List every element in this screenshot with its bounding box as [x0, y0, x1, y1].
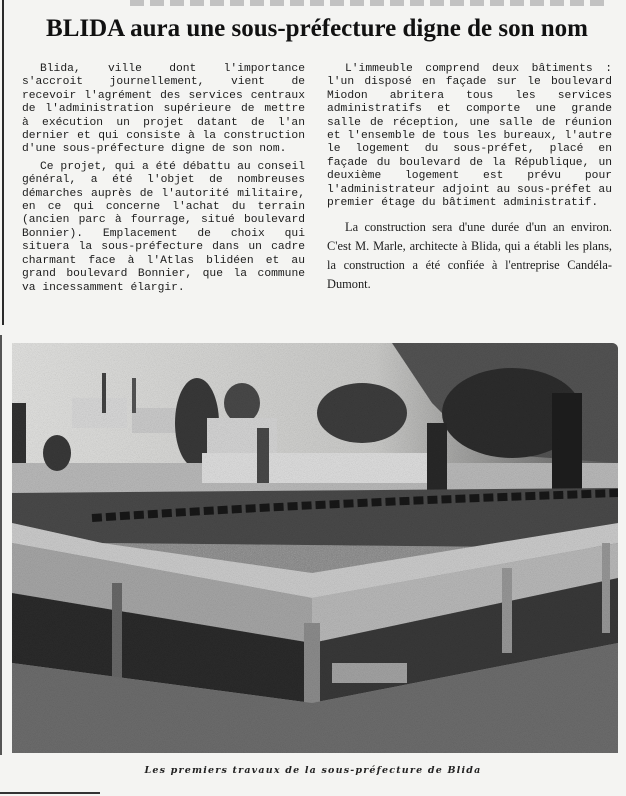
paragraph: La construction sera d'une durée d'un an environ. C'est M. Marle, architecte à Blida, qui a établi les plans, la construction a été confiée à l'entreprise Candéla-Dumont.: [327, 220, 612, 292]
right-column: [327, 63, 612, 298]
paragraph: Ce projet, qui a été débattu au conseil général, a été l'objet de nombreuses démarches auprès de l'autorité militaire, en ce qui concerne l'achat du terrain (ancien parc à fourrage, situé boulevard Bonnier). Emplacement de choix qui situera la sous-préfecture dans un cadre charmant face à l'Atlas blidéen et au grand boulevard Bonnier, que la commune va incessamment élargir.: [22, 160, 305, 294]
column-rule: [0, 335, 2, 755]
headline: BLIDA aura une sous-préfecture digne de son nom: [46, 15, 588, 42]
cut-off-previous-text: [130, 0, 610, 6]
paragraph: Blida, ville dont l'importance s'accroit journellement, vient de recevoir l'agrément des services centraux de l'administration supérieure de mettre à exécution un projet datant de l'an dernier et qui consiste à la construction d'une sous-préfecture digne de son nom.: [22, 63, 305, 156]
photo-caption: Les premiers travaux de la sous-préfecture de Blida: [144, 765, 482, 776]
column-rule: [2, 0, 4, 325]
paragraph: L'immeuble comprend deux bâtiments : l'un disposé en façade sur le boulevard Miodon abritera tous les services administratifs et comporte une grande salle de réception, une salle de réunion et l'ensemble de tous les bureaux, l'autre le logement du sous-préfet, placé en façade du boulevard de la République, un deuxième logement est prévu pour l'administrateur adjoint au sous-préfet au premier étage du bâtiment administratif.: [327, 63, 612, 210]
bottom-rule: [0, 792, 100, 794]
photo-illustration: [12, 343, 618, 753]
construction-site-photo: [12, 343, 618, 753]
left-column: [22, 63, 305, 299]
